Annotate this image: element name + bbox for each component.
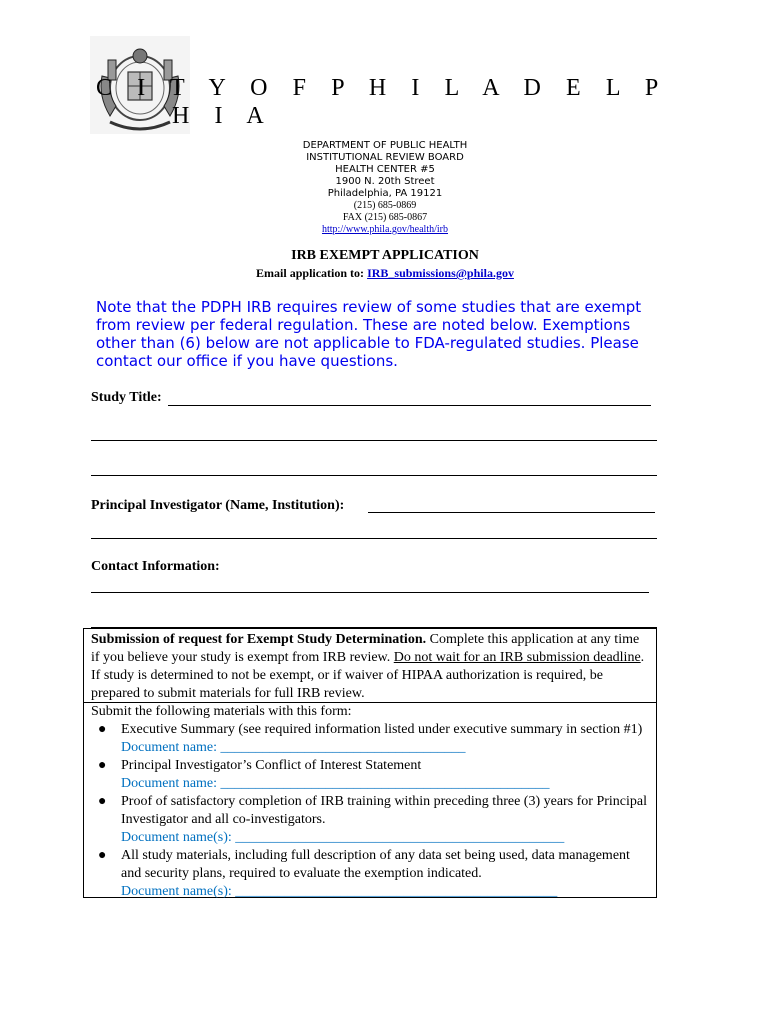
deadline-note: Do not wait for an IRB submission deadline xyxy=(393,650,641,665)
materials-section xyxy=(91,703,649,901)
study-title-field[interactable] xyxy=(168,405,651,406)
dept-line: INSTITUTIONAL REVIEW BOARD xyxy=(306,152,464,163)
materials-list xyxy=(91,721,649,901)
email-prefix: Email application to: xyxy=(256,266,368,280)
material-item xyxy=(91,793,649,847)
submission-text: Complete this application at any time if you believe your study is exempt from IRB review. xyxy=(91,632,640,665)
city-title: C I T Y O F P H I L A D E L P xyxy=(96,75,668,101)
bullet-icon: ● xyxy=(98,722,107,737)
pi-field[interactable] xyxy=(368,512,655,513)
submission-description xyxy=(91,631,649,703)
study-title-field-line3[interactable] xyxy=(91,475,657,476)
form-title: IRB EXEMPT APPLICATION xyxy=(291,248,479,263)
city-title-continued: H I A xyxy=(172,103,274,129)
contact-field[interactable] xyxy=(91,592,649,593)
contact-label: Contact Information: xyxy=(91,559,220,574)
pi-field-line2[interactable] xyxy=(91,538,657,539)
document-name-label: Document name: xyxy=(121,740,221,755)
submission-heading: Submission of request for Exempt Study Determination. xyxy=(91,632,427,647)
fax-number: FAX (215) 685-0867 xyxy=(342,212,428,223)
pi-label: Principal Investigator (Name, Institution): xyxy=(91,498,345,513)
department-address xyxy=(0,140,770,236)
email-instruction xyxy=(0,266,770,281)
material-text: All study materials, including full description of any data set being used, data management and security plans, required to evaluate the exemption indicated. xyxy=(121,848,630,881)
material-item xyxy=(91,757,649,793)
study-title-field-line2[interactable] xyxy=(91,440,657,441)
study-title-label: Study Title: xyxy=(91,390,162,405)
bullet-icon: ● xyxy=(98,848,107,863)
materials-intro: Submit the following materials with this form: xyxy=(91,704,352,719)
material-text: Proof of satisfactory completion of IRB training within preceding three (3) years for Principal Investigator and all co-investigators. xyxy=(121,794,648,827)
document-name-field[interactable]: ______________________________________________ xyxy=(235,884,558,899)
dept-line: DEPARTMENT OF PUBLIC HEALTH xyxy=(302,140,468,151)
dept-line: Philadelphia, PA 19121 xyxy=(327,188,443,199)
bullet-icon: ● xyxy=(98,794,107,809)
document-name-label: Document name(s): xyxy=(121,884,236,899)
submission-text-cont: . If study is determined to not be exempt, or if waiver of HIPAA authorization is required, be prepared to submit materials for full IRB review. xyxy=(91,650,645,701)
document-name-label: Document name: xyxy=(121,776,221,791)
material-text: Principal Investigator’s Conflict of Interest Statement xyxy=(121,758,422,773)
dept-line: 1900 N. 20th Street xyxy=(335,176,435,187)
material-text: Executive Summary (see required information listed under executive summary in section #1) xyxy=(121,722,643,737)
material-item xyxy=(91,847,649,901)
document-name-field[interactable]: _______________________________________________ xyxy=(235,830,565,845)
document-name-field[interactable]: _______________________________________________ xyxy=(220,776,550,791)
bullet-icon: ● xyxy=(98,758,107,773)
irb-email-link[interactable]: IRB_submissions@phila.gov xyxy=(367,266,514,280)
irb-website-link[interactable]: http://www.phila.gov/health/irb xyxy=(321,224,448,235)
document-name-label: Document name(s): xyxy=(121,830,236,845)
exemption-note: Note that the PDPH IRB requires review of some studies that are exempt from review per federal regulation. These are noted below. Exemptions other than (6) below are not applicable to FDA-regulated studies. Please contact our office if you have questions. xyxy=(96,298,642,370)
material-item xyxy=(91,721,649,757)
dept-line: HEALTH CENTER #5 xyxy=(335,164,435,175)
document-name-field[interactable]: ___________________________________ xyxy=(220,740,466,755)
phone-number: (215) 685-0869 xyxy=(353,200,417,211)
